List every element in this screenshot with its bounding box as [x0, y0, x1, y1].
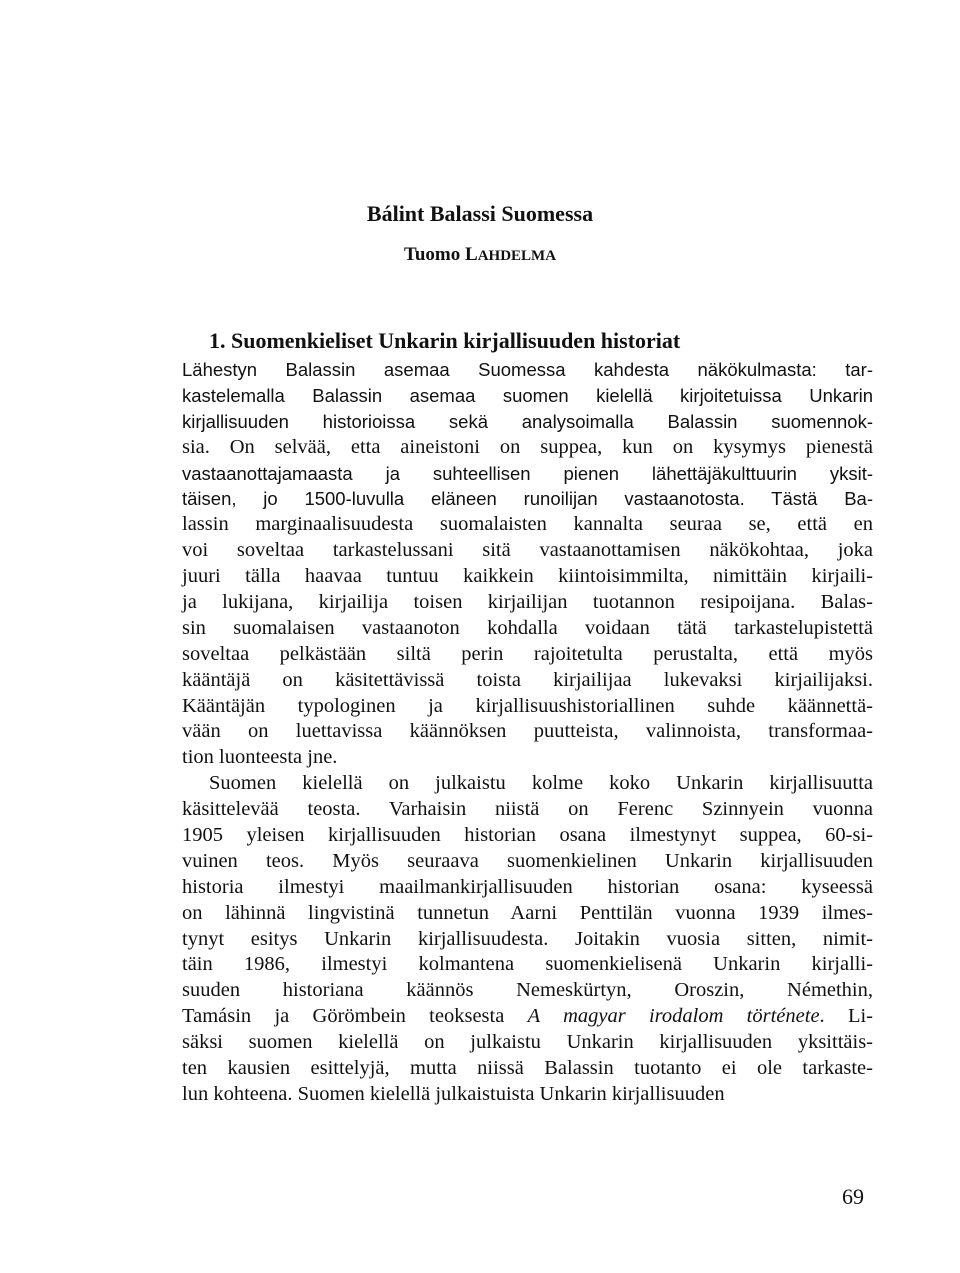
body-line: vuinen teos. Myös seuraava suomenkielinen Unkarin kirjallisuuden — [182, 849, 873, 872]
body-line: sia. On selvää, etta aineistoni on suppea, kun on kysymys pienestä — [182, 435, 873, 458]
section-heading: 1. Suomenkieliset Unkarin kirjallisuuden historiat — [209, 328, 681, 353]
body-line: vään on luettavissa käännöksen puutteista, valinnoista, transformaa- — [182, 720, 873, 743]
article-title: Bálint Balassi Suomessa — [366, 201, 594, 226]
author-name — [0, 245, 960, 264]
body-line: soveltaa pelkästään siltä perin rajoitetulta perustalta, että myös — [182, 642, 873, 665]
body-line: kääntäjä on käsitettävissä toista kirjailijaa lukevaksi kirjailijaksi. — [182, 668, 873, 691]
body-line: 1905 yleisen kirjallisuuden historian osana ilmestynyt suppea, 60-si- — [182, 824, 873, 847]
body-line: kirjallisuuden historioissa sekä analysoimalla Balassin suomennok- — [182, 410, 873, 432]
body-line: Suomen kielellä on julkaistu kolme koko Unkarin kirjallisuutta — [209, 772, 873, 795]
body-line: kastelemalla Balassin asemaa suomen kielellä kirjoitetuissa Unkarin — [182, 384, 873, 406]
body-line — [182, 1004, 873, 1030]
body-text — [182, 357, 873, 1108]
author-last-name: LAHDELMA — [465, 244, 557, 265]
body-line: ten kausien esittelyjä, mutta niissä Balassin tuotanto ei ole tarkaste- — [182, 1057, 873, 1080]
body-line: lassin marginaalisuudesta suomalaisten kannalta seuraa se, että en — [182, 513, 873, 536]
body-line: lun kohteena. Suomen kielellä julkaistuista Unkarin kirjallisuuden — [182, 1082, 725, 1105]
book-title-italic: A magyar irodalom története — [527, 1005, 820, 1028]
body-line-text: . Li- — [819, 1005, 874, 1028]
body-line: käsittelevää teosta. Varhaisin niistä on Ferenc Szinnyein vuonna — [182, 798, 873, 821]
body-line: säksi suomen kielellä on julkaistu Unkarin kirjallisuuden yksittäis- — [182, 1031, 873, 1054]
body-line-text: Tamásin ja Görömbein teoksesta — [182, 1005, 528, 1028]
body-line: ja lukijana, kirjailija toisen kirjailijan tuotannon resipoijana. Balas- — [182, 591, 873, 614]
body-line: tynyt esitys Unkarin kirjallisuudesta. Joitakin vuosia sitten, nimit- — [182, 927, 873, 950]
body-line: täin 1986, ilmestyi kolmantena suomenkielisenä Unkarin kirjalli- — [182, 953, 873, 976]
body-line: täisen, jo 1500-luvulla eläneen runoilijan vastaanotosta. Tästä Ba- — [182, 488, 873, 510]
page-number: 69 — [842, 1184, 864, 1209]
body-line: vastaanottajamaasta ja suhteellisen pienen lähettäjäkulttuurin yksit- — [182, 462, 873, 484]
author-first-name: Tuomo — [403, 244, 461, 265]
body-line: Lähestyn Balassin asemaa Suomessa kahdesta näkökulmasta: tar- — [182, 359, 873, 380]
body-line: juuri tälla haavaa tuntuu kaikkein kiintoisimmilta, nimittäin kirjaili- — [182, 565, 873, 588]
body-line: voi soveltaa tarkastelussani sitä vastaanottamisen näkökohtaa, joka — [182, 539, 873, 562]
body-line: suuden historiana käännös Nemeskürtyn, Oroszin, Némethin, — [182, 979, 873, 1002]
body-line: Kääntäjän typologinen ja kirjallisuushistoriallinen suhde käännettä- — [182, 694, 873, 717]
body-line: tion luonteesta jne. — [182, 746, 338, 769]
body-line: sin suomalaisen vastaanoton kohdalla voidaan tätä tarkastelupistettä — [182, 616, 873, 639]
body-line: historia ilmestyi maailmankirjallisuuden historian osana: kyseessä — [182, 875, 873, 898]
body-line: on lähinnä lingvistinä tunnetun Aarni Penttilän vuonna 1939 ilmes- — [182, 901, 873, 924]
